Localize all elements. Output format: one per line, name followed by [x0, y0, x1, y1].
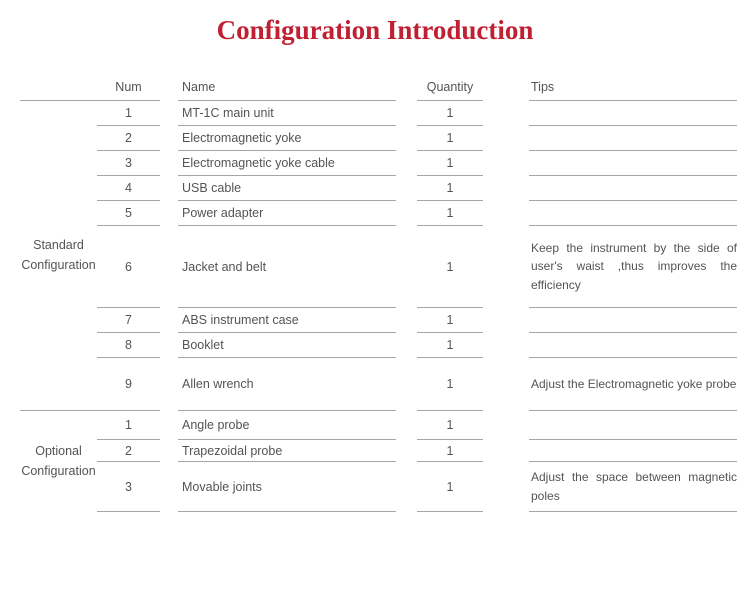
column-header-name: Name: [178, 73, 396, 101]
column-gap: [483, 73, 529, 101]
category-header-cell: [20, 73, 97, 101]
column-gap: [483, 151, 529, 176]
tips-text: Adjust the Electromagnetic yoke probe: [531, 376, 737, 391]
tips-cell: [529, 462, 737, 512]
tips-cell: [529, 333, 737, 358]
column-gap: [160, 101, 178, 126]
num-cell: 5: [97, 201, 160, 226]
name-cell: Power adapter: [178, 201, 396, 226]
name-cell: Allen wrench: [178, 358, 396, 411]
name-cell: Movable joints: [178, 462, 396, 512]
name-cell: MT-1C main unit: [178, 101, 396, 126]
num-cell: 1: [97, 411, 160, 440]
category-label: Standard Configuration: [21, 238, 96, 272]
column-gap: [483, 101, 529, 126]
quantity-cell: 1: [417, 462, 483, 512]
column-gap: [396, 462, 417, 512]
quantity-cell: 1: [417, 151, 483, 176]
column-gap: [396, 411, 417, 440]
name-cell: Electromagnetic yoke: [178, 126, 396, 151]
quantity-cell: 1: [417, 226, 483, 308]
num-cell: 6: [97, 226, 160, 308]
num-cell: 2: [97, 440, 160, 462]
column-gap: [483, 411, 529, 440]
column-gap: [160, 226, 178, 308]
column-gap: [483, 126, 529, 151]
tips-cell: [529, 358, 737, 411]
column-gap: [160, 333, 178, 358]
tips-cell: [529, 176, 737, 201]
num-cell: 7: [97, 308, 160, 333]
column-gap: [396, 73, 417, 101]
table-row: [97, 126, 737, 151]
table-row: [97, 308, 737, 333]
table-row: [97, 333, 737, 358]
tips-cell: [529, 201, 737, 226]
column-gap: [396, 333, 417, 358]
table-row: [97, 462, 737, 512]
name-cell: Angle probe: [178, 411, 396, 440]
section-optional-configuration: [20, 411, 737, 512]
column-gap: [483, 462, 529, 512]
name-cell: Booklet: [178, 333, 396, 358]
name-cell: ABS instrument case: [178, 308, 396, 333]
column-gap: [160, 126, 178, 151]
column-gap: [396, 176, 417, 201]
column-gap: [483, 358, 529, 411]
quantity-cell: 1: [417, 308, 483, 333]
tips-cell: [529, 226, 737, 308]
num-cell: 9: [97, 358, 160, 411]
column-gap: [483, 201, 529, 226]
tips-cell: [529, 126, 737, 151]
num-cell: 4: [97, 176, 160, 201]
column-gap: [396, 151, 417, 176]
column-gap: [483, 226, 529, 308]
page-title: Configuration Introduction: [216, 15, 534, 45]
table-row: [97, 226, 737, 308]
quantity-cell: 1: [417, 440, 483, 462]
name-cell: Trapezoidal probe: [178, 440, 396, 462]
column-gap: [160, 201, 178, 226]
column-gap: [160, 73, 178, 101]
quantity-cell: 1: [417, 176, 483, 201]
table-row: [97, 151, 737, 176]
table-row: [97, 358, 737, 411]
tips-text: Keep the instrument by the side of user's waist ,thus improves the efficiency: [531, 240, 737, 292]
column-gap: [483, 176, 529, 201]
configuration-table: [20, 73, 737, 512]
tips-cell: [529, 440, 737, 462]
column-gap: [396, 201, 417, 226]
column-gap: [160, 151, 178, 176]
column-gap: [160, 176, 178, 201]
column-gap: [160, 440, 178, 462]
quantity-cell: 1: [417, 411, 483, 440]
quantity-cell: 1: [417, 201, 483, 226]
column-gap: [396, 358, 417, 411]
page: [0, 14, 750, 597]
table-row: [97, 201, 737, 226]
quantity-cell: 1: [417, 333, 483, 358]
table-header-row: [20, 73, 737, 101]
column-gap: [160, 308, 178, 333]
name-cell: USB cable: [178, 176, 396, 201]
name-cell: Electromagnetic yoke cable: [178, 151, 396, 176]
column-gap: [160, 358, 178, 411]
num-cell: 3: [97, 462, 160, 512]
column-gap: [396, 101, 417, 126]
quantity-cell: 1: [417, 101, 483, 126]
tips-cell: [529, 308, 737, 333]
num-cell: 2: [97, 126, 160, 151]
column-gap: [396, 440, 417, 462]
table-row: [97, 411, 737, 440]
tips-cell: [529, 101, 737, 126]
table-row: [97, 101, 737, 126]
category-label: Optional Configuration: [21, 444, 96, 478]
section-standard-configuration: [20, 101, 737, 411]
column-gap: [396, 226, 417, 308]
tips-cell: [529, 411, 737, 440]
tips-text: Adjust the space between magnetic poles: [531, 469, 737, 503]
section-rows: [97, 411, 737, 512]
num-cell: 8: [97, 333, 160, 358]
column-gap: [160, 411, 178, 440]
column-gap: [483, 440, 529, 462]
name-cell: Jacket and belt: [178, 226, 396, 308]
column-header-tips: Tips: [529, 73, 737, 101]
num-cell: 1: [97, 101, 160, 126]
column-gap: [396, 308, 417, 333]
table-row: [97, 440, 737, 462]
quantity-cell: 1: [417, 358, 483, 411]
column-gap: [160, 462, 178, 512]
quantity-cell: 1: [417, 126, 483, 151]
column-gap: [483, 308, 529, 333]
column-gap: [483, 333, 529, 358]
tips-cell: [529, 151, 737, 176]
category-cell: [20, 101, 97, 411]
column-header-quantity: Quantity: [417, 73, 483, 101]
category-cell: [20, 411, 97, 512]
column-gap: [396, 126, 417, 151]
num-cell: 3: [97, 151, 160, 176]
table-row: [97, 176, 737, 201]
column-header-num: Num: [97, 73, 160, 101]
section-rows: [97, 101, 737, 411]
